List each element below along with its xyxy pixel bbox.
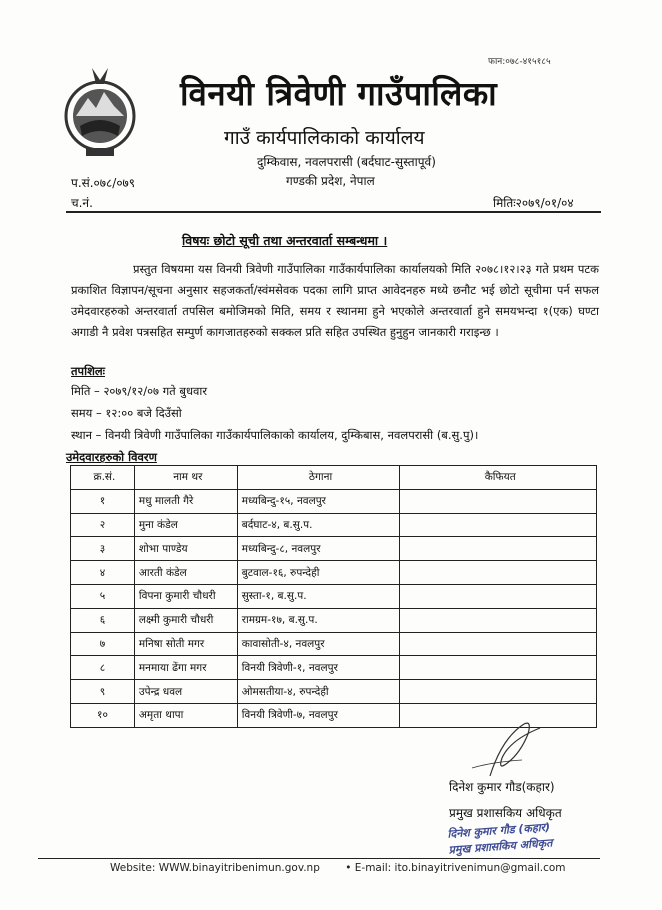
header-name: नाम थर [134, 466, 237, 490]
address-cell: सुस्ता-१, ब.सु.प. [237, 584, 400, 608]
serial-cell: २ [71, 513, 135, 537]
address-cell: विनयी त्रिवेणी-७, नवलपुर [237, 703, 400, 727]
serial-cell: ६ [71, 608, 135, 632]
remarks-cell [400, 656, 597, 680]
table-row [71, 680, 597, 704]
address-cell: विनयी त्रिवेणी-१, नवलपुर [237, 656, 400, 680]
header-remarks: कैफियत [400, 466, 597, 490]
name-cell: शोभा पाण्डेय [134, 537, 237, 561]
interview-time: समय – १२:०० बजे दिउँसो [71, 406, 182, 420]
body-paragraph: प्रस्तुत विषयमा यस विनयी त्रिवेणी गाउँपालिका गाउँकार्यपालिका कार्यालयको मिति २०७८।१२।२३ गते प्रथम पटक प्रकाशित विज्ञापन/सूचना अनुसार सहजकर्ता/स्वंमसेवक पदका लागि प्राप्त आवेदनहरु मध्ये छनौट भई छोटो सूचीमा पर्न सफल उमेदवारहरुको अन्तरवार्ता तपसिल बमोजिमको मिति, समय र स्थानमा हुने भएकोले अन्तरवार्ता हुने समयभन्दा १(एक) घण्टा अगाडी नै प्रवेश पत्रसहित सम्पुर्ण कागजातहरुको सक्कल प्रति सहित उपस्थित हुनुहुन जानकारी गराइन्छ । [71, 262, 599, 339]
serial-cell: ५ [71, 584, 135, 608]
name-cell: अमृता थापा [134, 703, 237, 727]
table-header-row [71, 466, 597, 490]
name-cell: लक्ष्मी कुमारी चौधरी [134, 608, 237, 632]
address-cell: रामग्रम-१७, ब.सु.प. [237, 608, 400, 632]
serial-cell: १० [71, 703, 135, 727]
table-row [71, 489, 597, 513]
table-row [71, 513, 597, 537]
remarks-cell [400, 632, 597, 656]
serial-cell: ९ [71, 680, 135, 704]
name-cell: मनिषा सोती मगर [134, 632, 237, 656]
name-cell: आरती कंडेल [134, 561, 237, 585]
table-row [71, 584, 597, 608]
serial-cell: ७ [71, 632, 135, 656]
municipality-title: विनयी त्रिवेणी गाउँपालिका [180, 74, 498, 113]
interview-date: मिति – २०७९/१२/०७ गते बुधवार [71, 384, 208, 398]
header-address: ठेगाना [237, 466, 400, 490]
footer-email: • E-mail: ito.binayitrivenimun@gmail.com [345, 862, 566, 874]
header-serial: क्र.सं. [71, 466, 135, 490]
letter-date: मितिः२०७९/०१/०४ [493, 196, 574, 210]
dispatch-number: च.नं. [71, 196, 93, 210]
address-cell: बर्दघाट-४, ब.सु.प. [237, 513, 400, 537]
stamp-name: दिनेश कुमार गौड (कहार) [447, 820, 551, 841]
remarks-cell [400, 537, 597, 561]
office-name: गाउँ कार्यपालिकाको कार्यालय [224, 127, 425, 149]
reference-number: प.सं.०७८/०७९ [71, 176, 136, 190]
stamp-designation: प्रमुख प्रशासकिय अधिकृत [448, 836, 553, 857]
table-row [71, 537, 597, 561]
office-address: दुम्किवास, नवलपरासी (बर्दघाट-सुस्तापूर्व) [257, 155, 436, 169]
footer-website: Website: WWW.binayitribenimun.gov.np [110, 862, 320, 874]
name-cell: मधु मालती गैरे [134, 489, 237, 513]
table-row [71, 561, 597, 585]
footer [110, 862, 588, 874]
serial-cell: १ [71, 489, 135, 513]
remarks-cell [400, 489, 597, 513]
candidates-table [70, 465, 597, 728]
phone-number: फान:०७८-४१५१८५ [488, 57, 551, 67]
signature-scrawl [462, 718, 552, 778]
serial-cell: ३ [71, 537, 135, 561]
address-cell: मध्यबिन्दु-१५, नवलपुर [237, 489, 400, 513]
remarks-cell [400, 513, 597, 537]
nepal-emblem-logo [62, 64, 138, 164]
letter-subject: विषयः छोटो सूची तथा अन्तरवार्ता सम्बन्धमा । [182, 233, 388, 248]
details-heading: तपशिलः [71, 364, 106, 378]
office-province: गण्डकी प्रदेश, नेपाल [286, 174, 375, 188]
serial-cell: ८ [71, 656, 135, 680]
name-cell: मुना कंडेल [134, 513, 237, 537]
remarks-cell [400, 561, 597, 585]
address-cell: कावासोती-४, नवलपुर [237, 632, 400, 656]
official-stamp [447, 819, 553, 858]
name-cell: विपना कुमारी चौधरी [134, 584, 237, 608]
table-row [71, 656, 597, 680]
signatory-designation: प्रमुख प्रशासकिय अधिकृत [449, 806, 562, 820]
name-cell: उपेन्द्र धवल [134, 680, 237, 704]
remarks-cell [400, 680, 597, 704]
address-cell: ओमसतीया-४, रुपन्देही [237, 680, 400, 704]
remarks-cell [400, 584, 597, 608]
remarks-cell [400, 608, 597, 632]
interview-place: स्थान – विनयी त्रिवेणी गाउँपालिका गाउँकार्यपालिकाको कार्यालय, दुम्किबास, नवलपरासी (ब.सु.पु)। [71, 428, 479, 442]
letter-body [71, 259, 599, 343]
name-cell: मनमाया ढेंगा मगर [134, 656, 237, 680]
candidates-heading: उमेदवारहरुको विवरण [66, 450, 157, 464]
footer-divider [38, 858, 600, 859]
address-cell: बुटवाल-१६, रुपन्देही [237, 561, 400, 585]
address-cell: मध्यबिन्दु-८, नवलपुर [237, 537, 400, 561]
signatory-name: दिनेश कुमार गौड(कहार) [449, 780, 555, 794]
serial-cell: ४ [71, 561, 135, 585]
table-row [71, 608, 597, 632]
header-divider [66, 211, 601, 213]
table-row [71, 632, 597, 656]
